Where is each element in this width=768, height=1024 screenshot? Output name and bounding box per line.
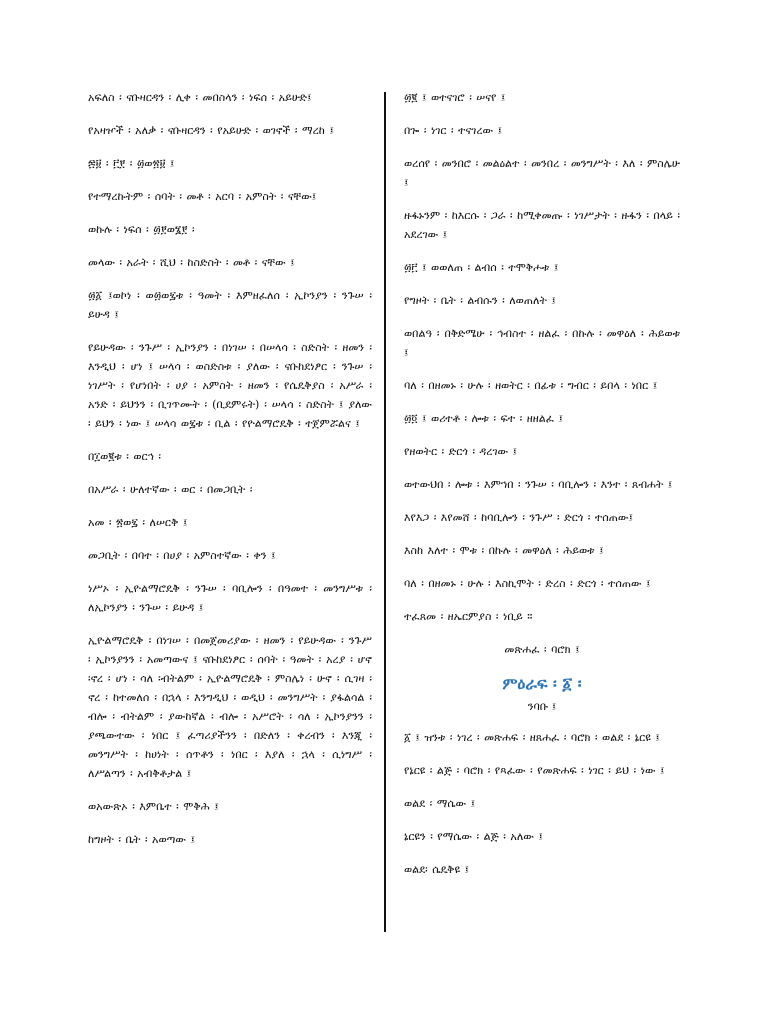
verse-paragraph: ፴፪ ፤ ወተናገሮ ፡ ሠናየ ፤ — [404, 91, 506, 104]
verse-paragraph: ከግዞት ፡ ቤት ፡ አወጣው ፤ — [88, 833, 195, 846]
verse-paragraph: ወበልዓ ፡ በቅድሜሁ ፡ ኅብስተ ፡ ዘልፈ ፡ በኩሉ ፡ መዋዕለ ፡ ሕይወቱ ፤ — [404, 327, 680, 359]
right-column — [404, 88, 680, 893]
verse-paragraph: የዘወትር ፡ ድርጎ ፡ ዳረገው ፤ — [404, 445, 518, 458]
verse-paragraph: በ፲ወ፪ቱ ፡ ወርኅ ፡ — [88, 450, 162, 463]
verse-paragraph: ኔርዩን ፡ የማሴው ፡ ልጅ ፡ አለው ፤ — [404, 830, 543, 843]
verse-paragraph: የይሁዳው ፡ ንጉሥ ፡ ኢኮንያን ፡ በነገሠ ፡ በሠላሳ ፡ ስድስት ፡ ዘመን ፡ እንዲህ ፡ ሆነ ፤ ሠላሳ ፡ ወስድስቱ ፡ ያለው ፡ ናቡከደነፆር ፡ ንጉሠ ፡ ነገሥት ፡ የሆነበት ፡ ሀያ ፡ አምስት ፡ ዘመን ፡ የሴዴቅያስ ፡ አሥራ ፡ አንድ ፡ ይህንን ፡ ቢገጥሙት ፡ (ቢደምሩት) ፡ ሠላሳ ፡ ስድስት ፤ ያለው ፡ ይህን ፡ ነው ፤ ሠላሳ ወ፯ቱ ፡ ቢል ፡ የዮልማሮዴቅ ፡ ተጀምሯልና ፤ — [88, 341, 372, 430]
verse-paragraph: ዙፋኑንም ፡ ከእርሱ ፡ ጋራ ፡ ከሚቀመጡ ፡ ነገሥታት ፡ ዙፋን ፡ በላይ ፡ አደረገው ፤ — [404, 209, 680, 241]
verse-paragraph: ኢዮልማሮዴቅ ፡ በነገሠ ፡ በመጀመሪያው ፡ ዘመን ፡ የይሁዳው ፡ ንጉሥ ፡ ኢኮንያንን ፡ አመጣውና ፤ ናቡከደነፆር ፡ ሰባት ፡ ዓመት ፡ አረያ ፡ ሆኖ ፡ኖረ ፡ ሆነ ፡ ሳለ ፡ብትልም ፡ ኢዮልማሮዴቅ ፡ ምስሌነ ፡ ሁኖ ፡ ሲገዛ ፡ ኖረ ፡ ከተመለሰ ፡ በኋላ ፡ እንግዲህ ፡ ወዲህ ፡ መንግሥት ፡ ያፋልሳል ፡ብሎ ፡ ብትልም ፡ ያውከኛል ፡ ብሎ ፡ አሥሮት ፡ ሳለ ፡ ኢኮንያንን ፡ ያጫውተው ፡ ነበር ፤ ፈጣሪያችንን ፡ በድለን ፡ ቀረብን ፡ እንጂ ፡ መንግሥት ፡ ከሀነት ፡ ሰጥቶን ፡ ነበር ፡ እያለ ፡ ኋላ ፡ ሲነግሥ ፡ ለሥልጣን ፡ አብቅቶታል ፤ — [88, 634, 372, 780]
verse-paragraph: ነሥኦ ፡ ኢዮልማሮዴቅ ፡ ንጉሠ ፡ ባቢሎን ፡ በዓመተ ፡ መንግሥቱ ፡ ለኢኮንያን ፡ ንጉሠ ፡ ይሁዳ ፤ — [88, 582, 372, 614]
verse-paragraph: መላው ፡ አራት ፡ ሺህ ፡ ከስድስት ፡ መቶ ፡ ናቸው ፤ — [88, 256, 295, 269]
verse-paragraph: የኔርዩ ፡ ልጅ ፡ ባሮክ ፡ የጻፈው ፡ የመጽሐፍ ፡ ነገር ፡ ይህ ፡ ነው ፤ — [404, 764, 665, 777]
verse-paragraph: ወተውህበ ፡ ሎቱ ፡ እምኀበ ፡ ንጉሠ ፡ ባቢሎን ፡ እንተ ፡ ጸብሐት ፤ — [404, 478, 673, 491]
verse-paragraph: ፴፩ ፤ወኮነ ፡ ወ፴ወ፯ቱ ፡ ዓመት ፡ እምዘፈለሰ ፡ ኢኮንያን ፡ ንጉሠ ፡ ይሁዳ ፤ — [88, 289, 372, 321]
verse-paragraph: አመ ፡ ፳ወ፯ ፡ ለሠርቅ ፤ — [88, 516, 188, 529]
chapter-heading: ምዕራፍ ፡ ፩ ፡ — [502, 674, 582, 693]
verse-paragraph: የአዛዦች ፡ አለቃ ፡ ናቡዛርዳን ፡ የአይሁድ ፡ ወገኖች ፡ ማረከ ፤ — [88, 124, 334, 137]
verse-paragraph: ወኩሉ ፡ ነፍሰ ፡ ፴፻ወ፮፻ ፡ — [88, 223, 195, 236]
verse-paragraph: ፷፱ ፡ ፫፻ ፡ ፴ወ፳፱ ፤ — [88, 157, 175, 170]
verse-paragraph: እየእጋ ፡ እየመሸ ፡ ከባቢሎን ፡ ንጉሥ ፡ ድርጎ ፡ ተሰጠው፤ — [404, 511, 633, 524]
verse-paragraph: ፩ ፤ ዝንቱ ፡ ነገረ ፡ መጽሐፍ ፡ ዘጸሐፈ ፡ ባሮክ ፡ ወልደ ፡ ኔርዩ ፤ — [404, 731, 660, 744]
verse-paragraph: አፍለስ ፡ ናቡዛርዳን ፡ ሊቀ ፡ መበስላን ፡ ነፍሰ ፡ አይሁድ፤ — [88, 91, 312, 104]
verse-paragraph: መጋቢት ፡ በባተ ፡ በሀያ ፡ አምስተኛው ፡ ቀን ፤ — [88, 549, 276, 562]
verse-paragraph: የተማረኩትም ፡ ሰባት ፡ መቶ ፡ አርባ ፡ አምስት ፡ ናቸው፤ — [88, 190, 317, 203]
column-divider — [384, 92, 386, 932]
verse-paragraph: በጐ ፡ ነገር ፡ ተናገረው ፤ — [404, 124, 503, 137]
verse-paragraph: ተፈጸመ ፡ ዘኤርምያስ ፡ ነቢይ ። — [404, 610, 533, 623]
book-title: መጽሐፈ ፡ ባሮክ ፤ — [504, 643, 580, 656]
verse-paragraph: ወአውጽኦ ፡ እምቤተ ፡ ሞቅሕ ፤ — [88, 800, 219, 813]
verse-paragraph: ፴፬ ፤ ወሪተቶ ፡ ሎቱ ፡ ፍተ ፡ ዘዘልፈ ፤ — [404, 412, 563, 425]
verse-paragraph: ባለ ፡ በዘመኑ ፡ ሁሉ ፡ እስኪሞት ፡ ድረስ ፡ ድርጎ ፡ ተሰጠው ፤ — [404, 577, 651, 590]
verse-paragraph: ፴፫ ፤ ወወለጠ ፡ ልብሰ ፡ ተሞቅሖቱ ፤ — [404, 261, 559, 274]
verse-paragraph: ወልደ ፡ ማሴው ፤ — [404, 797, 476, 810]
verse-paragraph: የግዞት ፡ ቤት ፡ ልብሱን ፡ ለወጠለት ፤ — [404, 294, 556, 307]
verse-paragraph: ባለ ፡ በዘመኑ ፡ ሁሉ ፡ ዘወትር ፡ በፊቱ ፡ ግብር ፡ ይበላ ፡ ነበር ፤ — [404, 379, 658, 392]
verse-paragraph: ወረሰየ ፡ መንበሮ ፡ መልዕልተ ፡ መንበረ ፡ መንግሥት ፡ እለ ፡ ምስሌሁ ፤ — [404, 157, 680, 189]
left-column — [88, 88, 372, 863]
chapter-subheading: ንባቡ ፤ — [527, 700, 557, 713]
verse-paragraph: እስከ እለተ ፡ ሞቱ ፡ በኩሉ ፡ መዋዕለ ፡ ሕይወቱ ፤ — [404, 544, 604, 557]
verse-paragraph: ወልደ፡ ሴዴቅዩ ፤ — [404, 863, 469, 876]
verse-paragraph: በአሥራ ፡ ሁለተኛው ፡ ወር ፡ በመጋቢት ፡ — [88, 483, 253, 496]
